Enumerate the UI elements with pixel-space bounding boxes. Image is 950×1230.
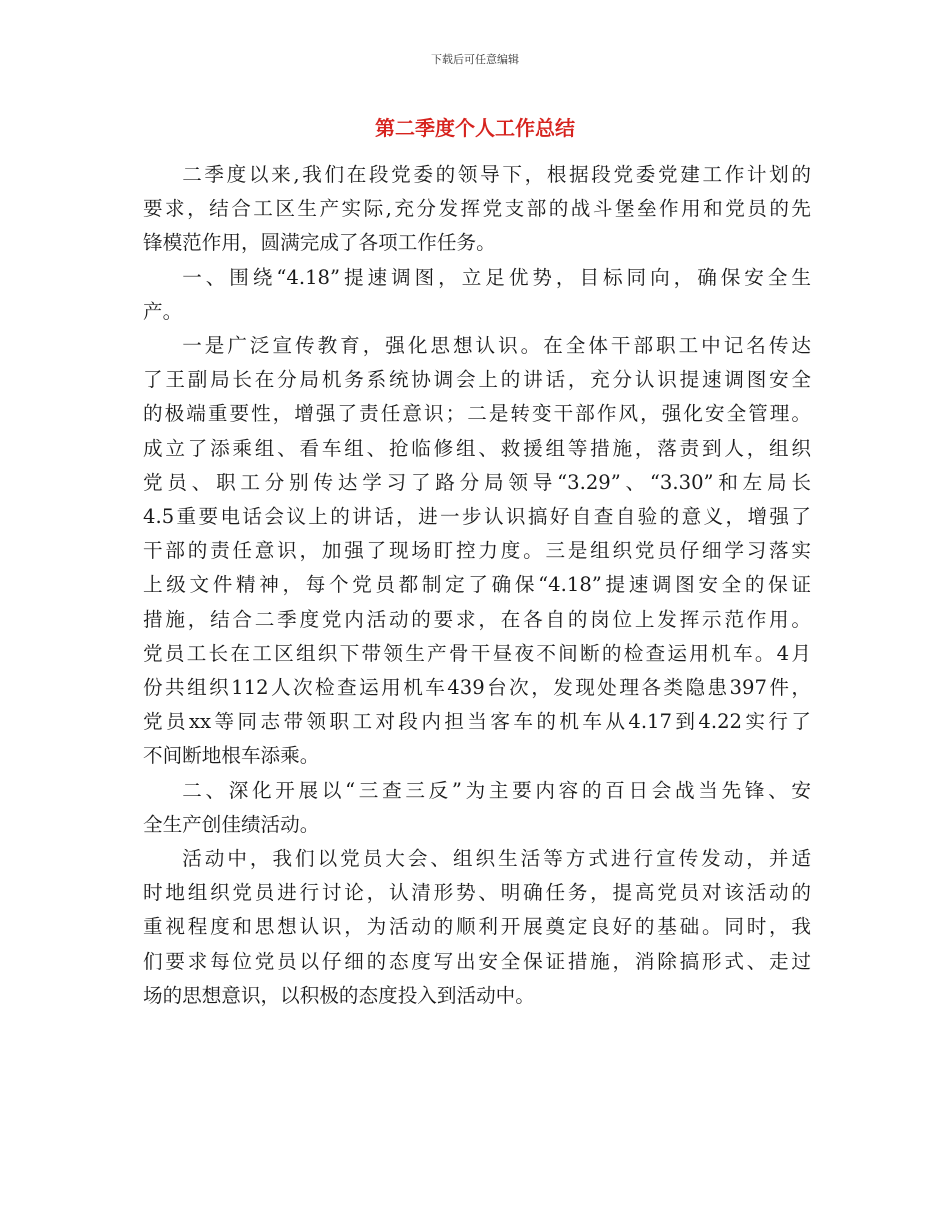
text-line: 党员、职工分别传达学习了路分局领导“3.29”、“3.30”和左局长 [143,470,811,494]
text-line: 的极端重要性，增强了责任意识；二是转变干部作风，强化安全管理。 [143,402,811,426]
text-line: 了王副局长在分局机务系统协调会上的讲话，充分认识提速调图安全 [143,368,811,392]
text-line: 成立了添乘组、看车组、抢临修组、救援组等措施，落责到人，组织 [143,436,811,460]
text-line: 干部的责任意识，加强了现场盯控力度。三是组织党员仔细学习落实 [143,539,811,563]
text-line: 场的思想意识，以积极的态度投入到活动中。 [143,983,535,1007]
text-line: 措施，结合二季度党内活动的要求，在各自的岗位上发挥示范作用。 [143,607,811,631]
paragraph-section-one-body [143,329,811,774]
paragraph-intro [143,158,811,261]
text-line: 一、围绕“4.18”提速调图，立足优势，目标同向，确保安全生 [182,265,811,289]
text-line: 时地组织党员进行讨论，认清形势、明确任务，提高党员对该活动的 [143,881,811,905]
text-line: 全生产创佳绩活动。 [143,812,320,836]
text-line: 二季度以来,我们在段党委的领导下，根据段党委党建工作计划的 [182,163,811,186]
text-line: 份共组织112人次检查运用机车439台次，发现处理各类隐患397件， [143,676,811,700]
paragraph-section-two-heading [143,774,811,842]
text-line: 重视程度和思想认识，为活动的顺利开展奠定良好的基础。同时，我 [143,915,811,939]
text-line: 要求，结合工区生产实际,充分发挥党支部的战斗堡垒作用和党员的先 [143,197,811,221]
document-title: 第二季度个人工作总结 [375,116,575,140]
text-line: 活动中，我们以党员大会、组织生活等方式进行宣传发动，并适 [182,847,811,871]
paragraph-section-one-heading [143,261,811,329]
paragraph-section-two-body [143,842,811,1013]
text-line: 上级文件精神，每个党员都制定了确保“4.18”提速调图安全的保证 [143,573,811,597]
document-body [143,158,811,1013]
text-line: 二、深化开展以“三查三反”为主要内容的百日会战当先锋、安 [182,778,811,802]
page-header: 下载后可任意编辑 [431,53,519,66]
text-line: 们要求每位党员以仔细的态度写出安全保证措施，消除搞形式、走过 [143,949,811,973]
text-line: 不间断地根车添乘。 [143,744,320,768]
text-line: 锋模范作用，圆满完成了各项工作任务。 [143,231,496,255]
text-line: 党员工长在工区组织下带领生产骨干昼夜不间断的检查运用机车。4月 [143,641,811,665]
text-line: 党员xx等同志带领职工对段内担当客车的机车从4.17到4.22实行了 [143,710,811,734]
text-line: 4.5重要电话会议上的讲话，进一步认识搞好自查自验的意义，增强了 [143,505,811,529]
text-line: 产。 [143,299,183,323]
text-line: 一是广泛宣传教育，强化思想认识。在全体干部职工中记名传达 [182,334,811,358]
